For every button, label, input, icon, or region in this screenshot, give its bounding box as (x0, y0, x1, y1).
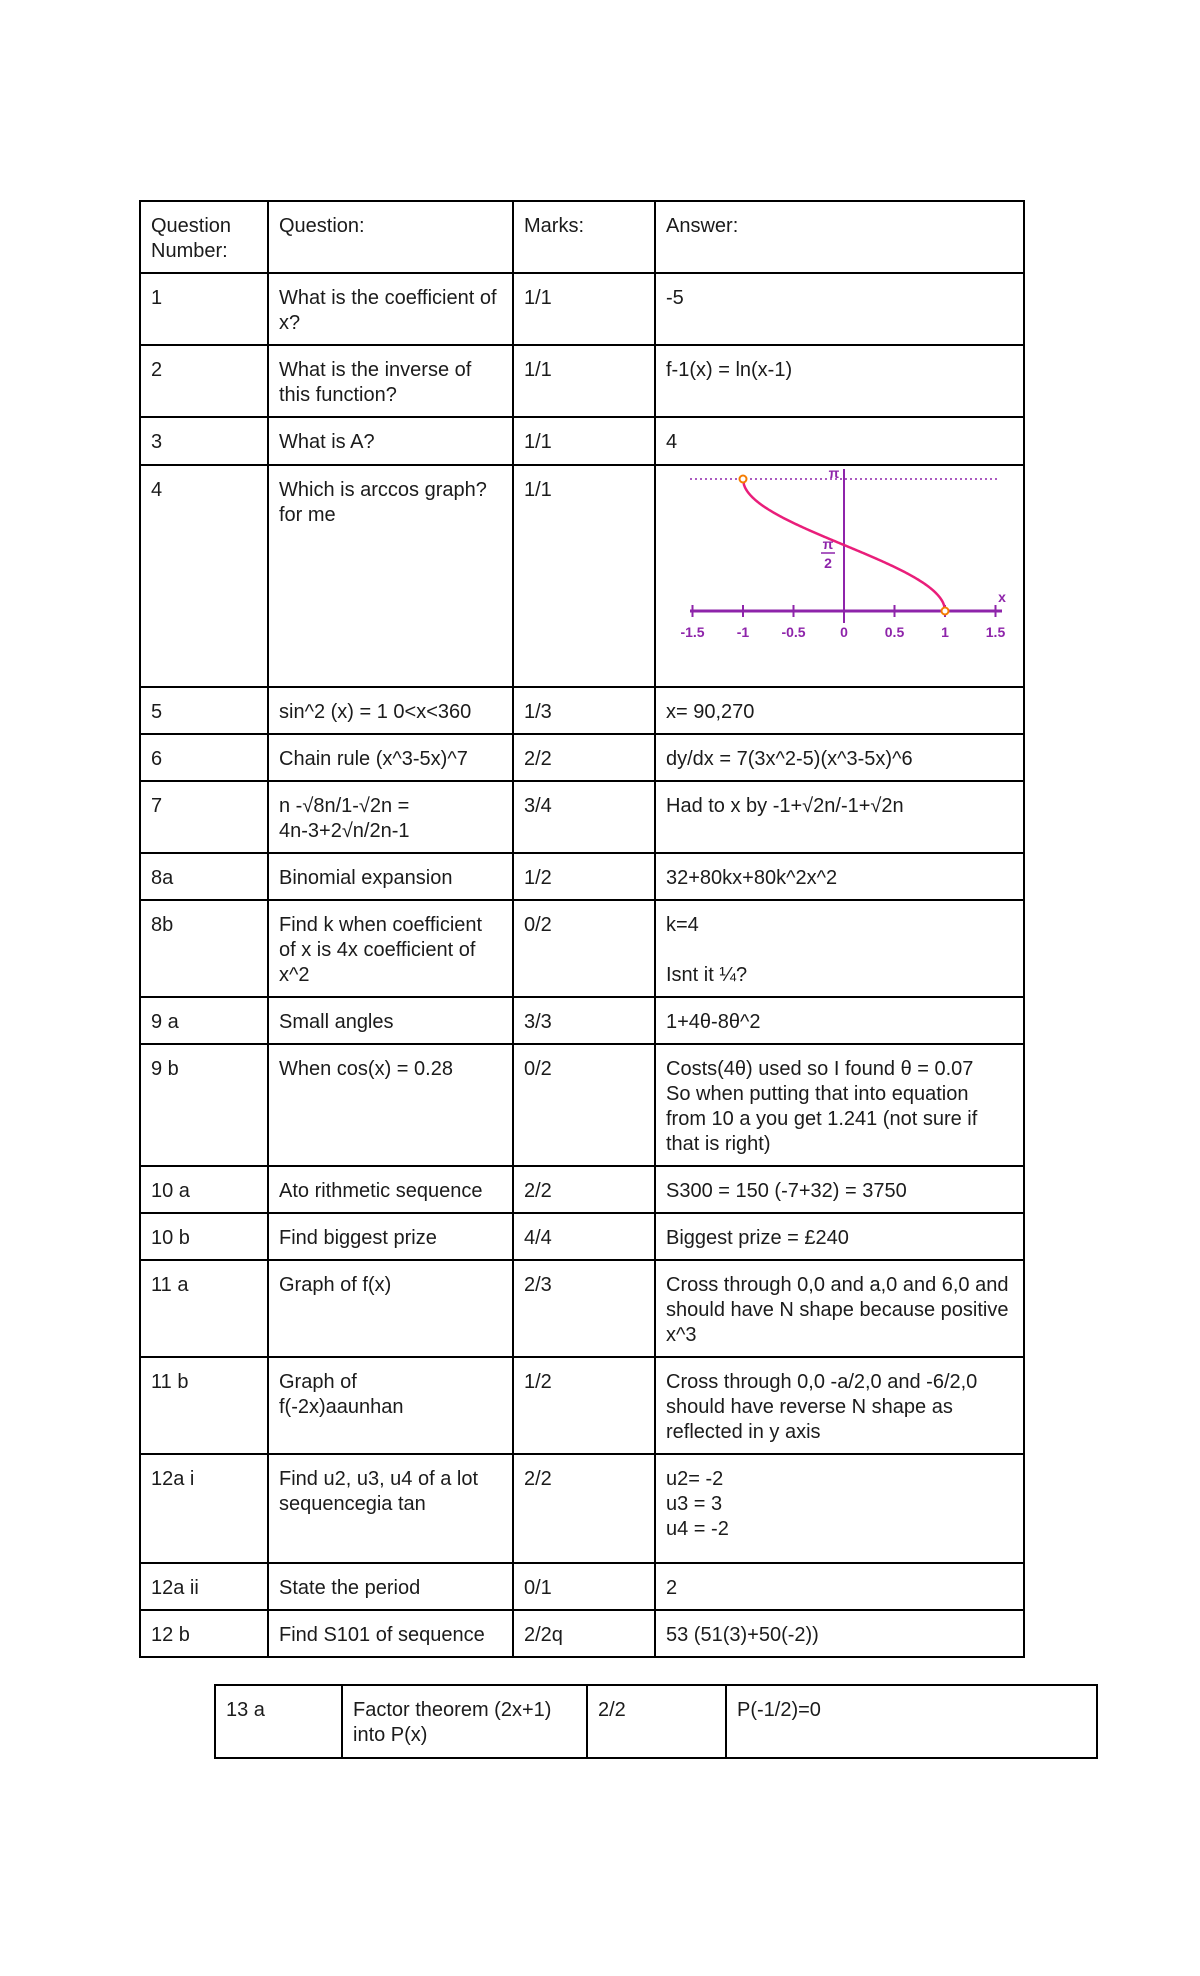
column-header: Marks: (513, 201, 655, 273)
question-number-cell: 9 b (140, 1044, 268, 1166)
answer-cell: 32+80kx+80k^2x^2 (655, 853, 1024, 900)
question-number-cell: 2 (140, 345, 268, 417)
question-number-cell: 3 (140, 417, 268, 465)
x-tick-label: 1.5 (985, 624, 1006, 640)
answer-cell: dy/dx = 7(3x^2-5)(x^3-5x)^6 (655, 734, 1024, 781)
marks-cell: 1/2 (513, 1357, 655, 1454)
answer-cell: k=4 Isnt it ¼? (655, 900, 1024, 997)
question-number-cell: 4 (140, 465, 268, 687)
question-number-cell: 10 b (140, 1213, 268, 1260)
marks-cell: 1/1 (513, 273, 655, 345)
marks-cell: 0/2 (513, 1044, 655, 1166)
question-number-cell: 9 a (140, 997, 268, 1044)
table-row (140, 465, 1024, 687)
marks-cell: 0/1 (513, 1563, 655, 1610)
answer-cell: Biggest prize = £240 (655, 1213, 1024, 1260)
x-tick-label: 1 (941, 624, 949, 640)
question-cell: Factor theorem (2x+1) into P(x) (342, 1685, 587, 1758)
answer-cell: u2= -2 u3 = 3 u4 = -2 (655, 1454, 1024, 1563)
answer-cell: f-1(x) = ln(x-1) (655, 345, 1024, 417)
answer-cell: Costs(4θ) used so I found θ = 0.07 So when putting that into equation from 10 a you get 1.241 (not sure if that is right) (655, 1044, 1024, 1166)
marks-cell: 3/3 (513, 997, 655, 1044)
answer-cell: Cross through 0,0 and a,0 and 6,0 and should have N shape because positive x^3 (655, 1260, 1024, 1357)
question-cell: When cos(x) = 0.28 (268, 1044, 513, 1166)
table-row (140, 1454, 1024, 1563)
table-row (140, 1166, 1024, 1213)
x-tick-label: -1.5 (680, 624, 705, 640)
column-header: Question: (268, 201, 513, 273)
marks-cell: 2/2 (587, 1685, 726, 1758)
marks-cell: 1/2 (513, 853, 655, 900)
answer-cell (655, 465, 1024, 687)
question-cell: Graph of f(-2x)aaunhan (268, 1357, 513, 1454)
table-row (140, 781, 1024, 853)
marks-cell: 1/1 (513, 465, 655, 687)
question-number-cell: 8b (140, 900, 268, 997)
question-cell: Small angles (268, 997, 513, 1044)
question-cell: Find biggest prize (268, 1213, 513, 1260)
table-row (140, 1610, 1024, 1657)
marks-cell: 2/3 (513, 1260, 655, 1357)
question-cell: What is A? (268, 417, 513, 465)
column-header: Question Number: (140, 201, 268, 273)
question-number-cell: 12a i (140, 1454, 268, 1563)
question-cell: Chain rule (x^3-5x)^7 (268, 734, 513, 781)
answer-cell: Had to x by -1+√2n/-1+√2n (655, 781, 1024, 853)
half-pi-numerator: π (822, 536, 834, 552)
question-cell: State the period (268, 1563, 513, 1610)
question-number-cell: 8a (140, 853, 268, 900)
table-row (140, 687, 1024, 734)
answer-cell: Cross through 0,0 -a/2,0 and -6/2,0 should have reverse N shape as reflected in y axis (655, 1357, 1024, 1454)
x-tick-label: 0 (840, 624, 848, 640)
extra-results-table (214, 1684, 1098, 1759)
marks-cell: 3/4 (513, 781, 655, 853)
pi-label: π (828, 466, 840, 481)
answer-cell: 53 (51(3)+50(-2)) (655, 1610, 1024, 1657)
marks-cell: 1/1 (513, 345, 655, 417)
column-header: Answer: (655, 201, 1024, 273)
question-cell: What is the inverse of this function? (268, 345, 513, 417)
question-cell: Ato rithmetic sequence (268, 1166, 513, 1213)
half-pi-denominator: 2 (824, 555, 832, 571)
question-number-cell: 11 a (140, 1260, 268, 1357)
arccos-graph (656, 466, 1021, 681)
table-row (140, 734, 1024, 781)
question-number-cell: 11 b (140, 1357, 268, 1454)
question-number-cell: 13 a (215, 1685, 342, 1758)
x-tick-label: -0.5 (781, 624, 806, 640)
table-header-row (140, 201, 1024, 273)
marks-cell: 2/2q (513, 1610, 655, 1657)
question-number-cell: 1 (140, 273, 268, 345)
answer-cell: 1+4θ-8θ^2 (655, 997, 1024, 1044)
question-number-cell: 6 (140, 734, 268, 781)
question-cell: Graph of f(x) (268, 1260, 513, 1357)
x-axis-label: x (998, 589, 1006, 605)
question-number-cell: 7 (140, 781, 268, 853)
curve-endpoint-left (740, 476, 747, 483)
table-row (215, 1685, 1097, 1758)
question-cell: Find k when coefficient of x is 4x coefficient of x^2 (268, 900, 513, 997)
marks-cell: 1/3 (513, 687, 655, 734)
table-row (140, 1563, 1024, 1610)
marks-cell: 4/4 (513, 1213, 655, 1260)
question-cell: n -√8n/1-√2n = 4n-3+2√n/2n-1 (268, 781, 513, 853)
marks-cell: 0/2 (513, 900, 655, 997)
question-number-cell: 10 a (140, 1166, 268, 1213)
question-cell: What is the coefficient of x? (268, 273, 513, 345)
x-tick-label: -1 (736, 624, 750, 640)
marks-cell: 2/2 (513, 1454, 655, 1563)
marks-cell: 1/1 (513, 417, 655, 465)
table-row (140, 273, 1024, 345)
answer-cell: 2 (655, 1563, 1024, 1610)
question-cell: Which is arccos graph?for me (268, 465, 513, 687)
table-row (140, 900, 1024, 997)
answer-cell: S300 = 150 (-7+32) = 3750 (655, 1166, 1024, 1213)
answer-cell: P(-1/2)=0 (726, 1685, 1097, 1758)
curve-endpoint-right (942, 608, 949, 615)
table-row (140, 997, 1024, 1044)
question-number-cell: 12a ii (140, 1563, 268, 1610)
table-row (140, 1213, 1024, 1260)
table-row (140, 853, 1024, 900)
table-row (140, 345, 1024, 417)
table-row (140, 417, 1024, 465)
question-cell: Find u2, u3, u4 of a lot sequencegia tan (268, 1454, 513, 1563)
answer-cell: -5 (655, 273, 1024, 345)
question-cell: Find S101 of sequence (268, 1610, 513, 1657)
question-cell: sin^2 (x) = 1 0<x<360 (268, 687, 513, 734)
table-row (140, 1044, 1024, 1166)
marks-cell: 2/2 (513, 1166, 655, 1213)
table-row (140, 1357, 1024, 1454)
answer-cell: x= 90,270 (655, 687, 1024, 734)
question-number-cell: 5 (140, 687, 268, 734)
results-table (139, 200, 1025, 1658)
question-number-cell: 12 b (140, 1610, 268, 1657)
answer-cell: 4 (655, 417, 1024, 465)
x-tick-label: 0.5 (884, 624, 905, 640)
marks-cell: 2/2 (513, 734, 655, 781)
question-cell: Binomial expansion (268, 853, 513, 900)
table-row (140, 1260, 1024, 1357)
